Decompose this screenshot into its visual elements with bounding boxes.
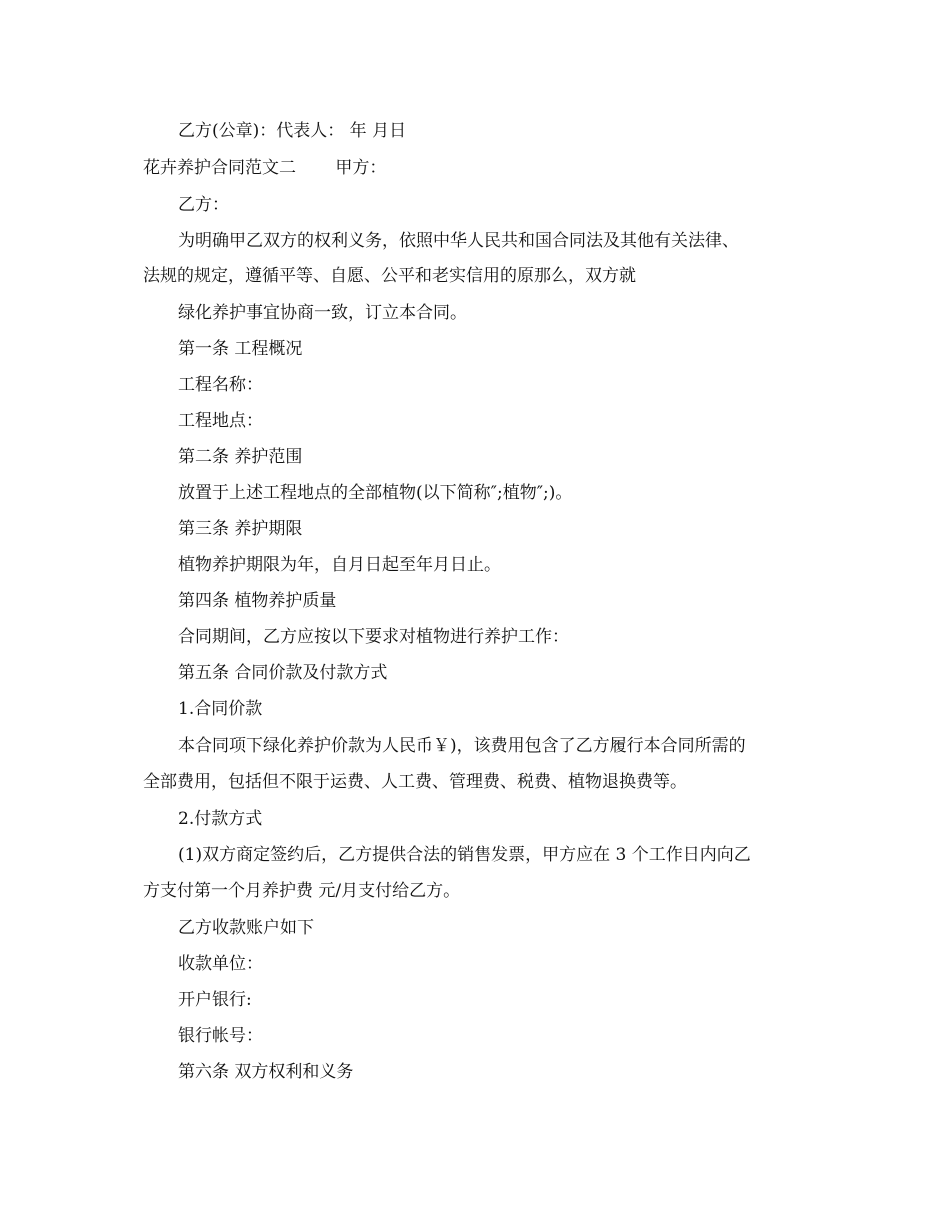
project-name-field: 工程名称： bbox=[178, 375, 263, 395]
article-3-body: 植物养护期限为年，自月日起至年月日止。 bbox=[178, 555, 501, 575]
contract-title-line: 花卉养护合同范文二 甲方： bbox=[143, 158, 387, 178]
article-6-heading: 第六条 双方权利和义务 bbox=[178, 1062, 354, 1082]
article-5-heading: 第五条 合同价款及付款方式 bbox=[178, 663, 388, 683]
article-2-heading: 第二条 养护范围 bbox=[178, 447, 303, 467]
bank-name-field: 开户银行: bbox=[178, 990, 252, 1010]
preamble-line-1: 为明确甲乙双方的权利义务，依照中华人民共和国合同法及其他有关法律、 bbox=[178, 231, 739, 251]
contract-price-line-2: 全部费用，包括但不限于运费、人工费、管理费、税费、植物退换费等。 bbox=[143, 772, 687, 792]
payment-terms-line-2: 方支付第一个月养护费 元/月支付给乙方。 bbox=[143, 881, 461, 901]
preamble-line-2: 法规的规定，遵循平等、自愿、公平和老实信用的原那么，双方就 bbox=[143, 266, 636, 286]
contract-price-subheading: 1.合同价款 bbox=[178, 699, 263, 719]
party-b-line: 乙方： bbox=[178, 195, 229, 215]
preamble-line-3: 绿化养护事宜协商一致，订立本合同。 bbox=[178, 303, 467, 323]
payee-unit-field: 收款单位： bbox=[178, 954, 263, 974]
signature-line-party-b: 乙方(公章)：代表人： 年 月日 bbox=[178, 121, 407, 141]
article-4-heading: 第四条 植物养护质量 bbox=[178, 591, 337, 611]
payment-terms-line-1: (1)双方商定签约后，乙方提供合法的销售发票，甲方应在 3 个工作日内向乙 bbox=[178, 845, 751, 865]
contract-price-line-1: 本合同项下绿化养护价款为人民币￥)，该费用包含了乙方履行本合同所需的 bbox=[178, 736, 746, 756]
article-2-body: 放置于上述工程地点的全部植物(以下简称″;植物″;)。 bbox=[178, 483, 573, 503]
article-4-body: 合同期间，乙方应按以下要求对植物进行养护工作： bbox=[178, 627, 569, 647]
article-1-heading: 第一条 工程概况 bbox=[178, 339, 303, 359]
payment-method-subheading: 2.付款方式 bbox=[178, 809, 263, 829]
project-location-field: 工程地点： bbox=[178, 411, 263, 431]
article-3-heading: 第三条 养护期限 bbox=[178, 519, 303, 539]
receiving-account-heading: 乙方收款账户如下 bbox=[178, 918, 314, 938]
bank-account-field: 银行帐号： bbox=[178, 1026, 263, 1046]
